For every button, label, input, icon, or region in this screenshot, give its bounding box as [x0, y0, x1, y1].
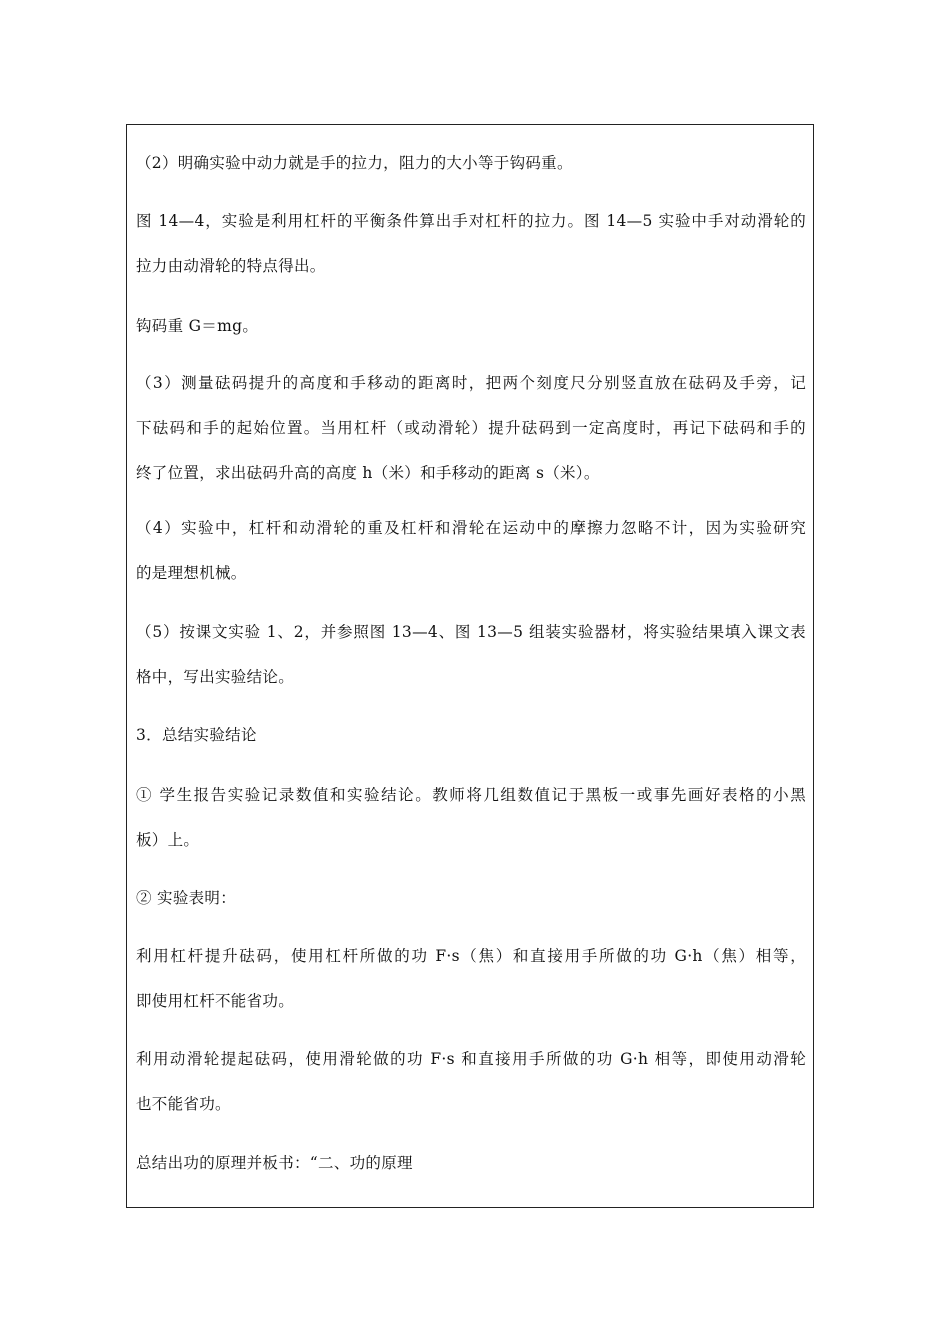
paragraph-step-3	[136, 371, 806, 485]
text-line: （4）实验中，杠杆和动滑轮的重及杠杆和滑轮在运动中的摩擦力忽略不计，因为实验研究	[136, 519, 806, 537]
paragraph-step-2	[136, 151, 806, 175]
text-line: ② 实验表明：	[136, 889, 237, 907]
text-line: 钩码重 G＝mg。	[136, 317, 259, 335]
text-line: 利用杠杆提升砝码，使用杠杆所做的功 F·s（焦）和直接用手所做的功 G·h（焦）相等，	[136, 947, 806, 965]
text-line: 拉力由动滑轮的特点得出。	[136, 257, 326, 275]
text-line: 终了位置，求出砝码升高的高度 h（米）和手移动的距离 s（米）。	[136, 464, 600, 482]
text-line: （2）明确实验中动力就是手的拉力，阻力的大小等于钩码重。	[136, 154, 573, 172]
text-line: 板）上。	[136, 831, 200, 849]
paragraph-step-5	[136, 620, 806, 689]
paragraph-step-4	[136, 516, 806, 585]
paragraph-figure-explanation	[136, 209, 806, 278]
text-line: 图 14—4，实验是利用杠杆的平衡条件算出手对杠杆的拉力。图 14—5 实验中手对动滑轮的	[136, 212, 806, 230]
paragraph-student-report	[136, 783, 806, 852]
text-line: 3．总结实验结论	[136, 726, 257, 744]
text-line: ① 学生报告实验记录数值和实验结论。教师将几组数值记于黑板一或事先画好表格的小黑	[136, 786, 806, 804]
text-line: （3）测量砝码提升的高度和手移动的距离时，把两个刻度尺分别竖直放在砝码及手旁，记	[136, 374, 806, 392]
text-line: 也不能省功。	[136, 1095, 231, 1113]
text-line: 总结出功的原理并板书：“二、功的原理	[136, 1154, 413, 1172]
text-line: （5）按课文实验 1、2，并参照图 13—4、图 13—5 组装实验器材，将实验结果填入课文表	[136, 623, 806, 641]
paragraph-weight-formula	[136, 314, 806, 338]
text-line: 格中，写出实验结论。	[136, 668, 295, 686]
text-line: 利用动滑轮提起砝码，使用滑轮做的功 F·s 和直接用手所做的功 G·h 相等，即使用动滑轮	[136, 1050, 806, 1068]
paragraph-lever-conclusion	[136, 944, 806, 1013]
section-heading-conclusion	[136, 723, 806, 747]
paragraph-work-principle	[136, 1151, 806, 1175]
paragraph-pulley-conclusion	[136, 1047, 806, 1116]
text-line: 下砝码和手的起始位置。当用杠杆（或动滑轮）提升砝码到一定高度时，再记下砝码和手的	[136, 419, 806, 437]
text-line: 即使用杠杆不能省功。	[136, 992, 295, 1010]
text-line: 的是理想机械。	[136, 564, 247, 582]
paragraph-experiment-shows	[136, 886, 806, 910]
